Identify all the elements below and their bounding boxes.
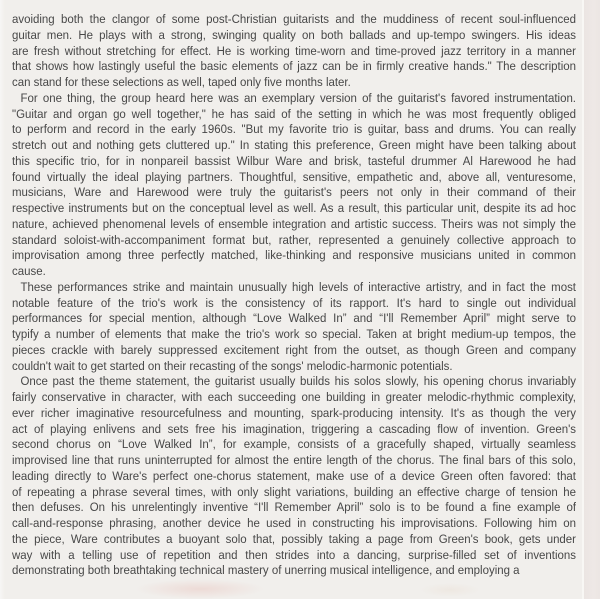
text-line: that shows how lastingly useful the basic elements of jazz can be in firmly creative hands." The description: [12, 59, 576, 74]
liner-notes-text-block: [12, 12, 576, 579]
text-line: can stand for these selections as well, taped only five months later.: [12, 75, 351, 89]
text-line: "Guitar and organ go well together," he has said of the setting in which he was most frequently obliged: [12, 106, 576, 121]
scan-edge-strip: [584, 0, 600, 599]
text-line: stretch out and nothing gets cluttered up." In stating this preference, Green might have been talking about: [12, 138, 576, 152]
text-line: are fresh without stretching for effect. He is working time-worn and time-proved jazz territory in a manner: [12, 43, 576, 58]
text-line: to perform and record in the early 1960s. "But my favorite trio is guitar, bass and drums. You can really: [12, 122, 576, 137]
text-line: couldn't wait to get started on their recasting of the songs' melodic-harmonic potentials.: [12, 358, 453, 373]
text-line: pieces crackle with barely suppressed excitement right from the outset, as though Green and company: [12, 342, 576, 357]
text-line: respective instruments but on the conceptual level as well. As a result, this particular unit, despite its ad hoc: [12, 201, 576, 215]
text-line: cause.: [12, 264, 46, 278]
text-line: act of playing enlivens and sets free his imagination, triggering a cascading flow of invention. Green's: [12, 421, 576, 436]
text-line: then defuses. On his unrelentingly inventive “I'll Remember April” solo is to be found a fine example of: [12, 500, 576, 515]
text-line: standard soloist-with-accompaniment format but, rather, represented a genuinely collective approach to: [12, 232, 576, 247]
text-line: improvisation among three perfectly matched, like-thinking and responsive musicians united in common: [12, 248, 576, 263]
text-line: of repeating a phrase several times, with only slight variations, building an effective charge of tension he: [12, 484, 576, 499]
text-line: fairly conservative in character, with each succeeding one building in greater melodic-rhythmic complexity,: [12, 390, 576, 404]
text-line: found virtually the ideal playing partners. Thoughtful, sensitive, empathetic and, above all, venturesome,: [12, 169, 576, 184]
text-line: Once past the theme statement, the guitarist usually builds his solos slowly, his opening chorus invariably: [20, 374, 576, 389]
text-line: These performances strike and maintain unusually high levels of interactive artistry, and in fact the most: [20, 279, 576, 294]
text-line: way with a telling use of repetition and then strides into a dancing, surprise-filled set of inventions: [12, 547, 576, 562]
text-line: notable feature of the trio's work is the consistency of its rapport. It's hard to single out individual: [12, 295, 576, 310]
scan-light-smudge: [420, 583, 480, 597]
text-line: ever richer imaginative resourcefulness and mounting, spark-producing intensity. It's as though the very: [12, 405, 576, 420]
text-line: avoiding both the clangor of some post-Christian guitarists and the muddiness of recent soul-influenced: [12, 12, 576, 26]
text-line: this specific trio, for in nonpareil bassist Wilbur Ware and brisk, tasteful drummer Al Harewood he had: [12, 153, 576, 168]
paragraph: [12, 91, 576, 280]
text-line: typify a number of elements that make the trio's work so special. Taken at bright medium-up tempos, the: [12, 327, 576, 341]
text-line: musicians, Ware and Harewood were truly the guitarist's peers not only in their command of their: [12, 185, 576, 200]
text-line: nature, achieved phenomenal levels of ensemble integration and artistic success. Theirs was not simply the: [12, 216, 576, 231]
text-line: leading directly to Ware's perfect one-chorus statement, make use of a device Green often favored: that: [12, 468, 576, 483]
paragraph: [12, 374, 576, 579]
text-line: For one thing, the group heard here was an exemplary version of the guitarist's favored instrumentation.: [20, 90, 576, 105]
text-line: improvised line that runs uninterrupted for almost the entire length of the chorus. The final bars of this solo,: [12, 453, 576, 467]
text-line: guitar men. He plays with a strong, swinging quality on both ballads and up-tempo swingers. His ideas: [12, 27, 576, 42]
text-line: call-and-response phrasing, another device he used in constructing his improvisations. Following him on: [12, 516, 576, 530]
text-line: second chorus on “Love Walked In”, for example, consists of a gracefully shaped, virtually seamless: [12, 437, 576, 452]
paragraph: [12, 12, 576, 91]
scan-pink-smudge: [135, 579, 265, 599]
text-line: the piece, Ware contributes a buoyant solo that, possibly taking a page from Green's book, gets under: [12, 531, 576, 546]
text-line: performances for special mention, although “Love Walked In” and “I'll Remember April” might serve to: [12, 311, 576, 326]
text-line: demonstrating both breathtaking technical mastery of unerring musical intelligence, and employing a: [12, 563, 520, 578]
scan-left-streak: [0, 0, 5, 599]
paragraph: [12, 280, 576, 375]
